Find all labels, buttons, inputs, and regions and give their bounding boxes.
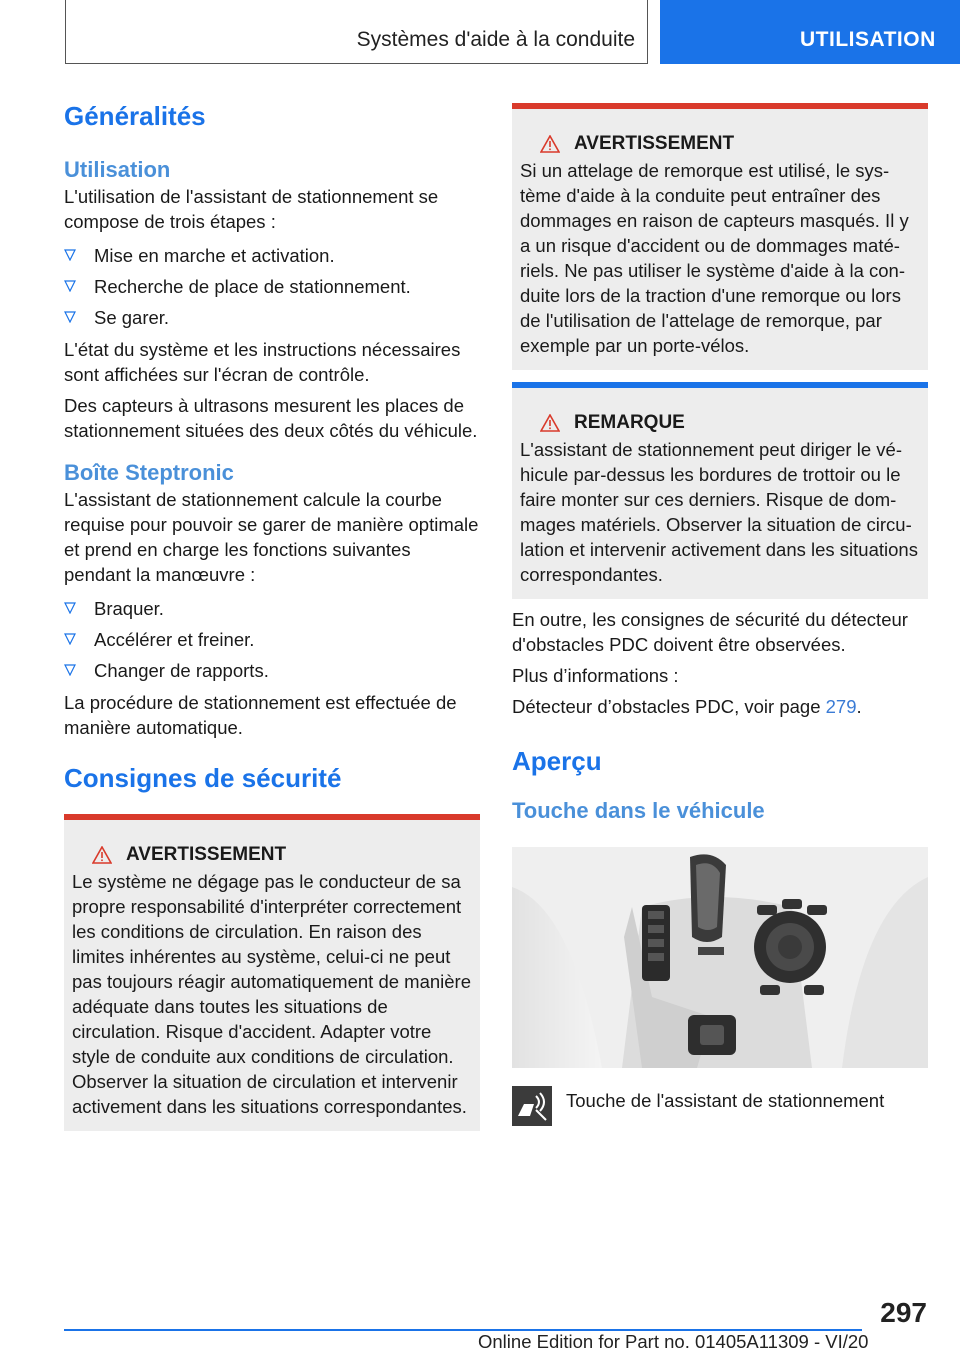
page-link[interactable]: 279 <box>825 696 857 717</box>
paragraph-utilisation: L'utilisation de l'assistant de stationnement se compose de trois étapes : <box>64 186 439 232</box>
warning-triangle-icon <box>540 414 560 432</box>
caption-text: Touche de l'assistant de stationnement <box>566 1090 885 1111</box>
note-title: REMARQUE <box>540 410 920 435</box>
warning-title: AVERTISSEMENT <box>92 842 472 867</box>
warning-text: Si un attelage de remorque est utilisé, le système d'aide à la conduite peut entraîner des dommages en raison de capteurs masqués. Il y a un risque d'accident ou de dommages matériels. Ne pas utiliser le système d'aide à la conduite lors de la traction d'une remorque ou lors de l'utilisation de l'attelage de remorque, par exemple par un porte-vélos. <box>520 160 909 356</box>
bullet-triangle-icon <box>64 311 76 323</box>
paragraph-procedure: La procédure de stationnement est effectuée de manière automatique. <box>64 692 457 738</box>
left-column <box>64 100 480 1131</box>
list-item: Changer de rapports. <box>64 655 480 686</box>
center-console-illustration <box>512 847 928 1068</box>
note-text: L'assistant de stationnement peut diriger le véhicule par-dessus les bordures de trottoir ou le faire monter sur ces derniers. Risque de dommages matériels. Observer la situation de circulation et intervenir activement dans les situations correspondantes. <box>520 439 918 585</box>
heading-steptronic: Boîte Steptronic <box>64 460 234 485</box>
warning-triangle-icon <box>92 846 112 864</box>
bullet-triangle-icon <box>64 280 76 292</box>
list-item: Recherche de place de stationnement. <box>64 271 480 302</box>
bullet-triangle-icon <box>64 664 76 676</box>
warning-triangle-icon <box>540 135 560 153</box>
heading-touche: Touche dans le véhicule <box>512 798 765 823</box>
header-section-tab <box>65 0 648 64</box>
paragraph-etat: L'état du système et les instructions nécessaires sont affichées sur l'écran de contrôle. <box>64 339 461 385</box>
paragraph-steptronic: L'assistant de stationnement calcule la courbe requise pour pouvoir se garer de manière optimale et prend en charge les fonctions suivantes pendant la manœuvre : <box>64 489 479 585</box>
paragraph-plus: Plus d’informations : <box>512 665 679 686</box>
header-chapter-title: UTILISATION <box>800 28 936 51</box>
bullet-triangle-icon <box>64 602 76 614</box>
functions-list <box>64 593 480 686</box>
paragraph-reference: Détecteur d’obstacles PDC, voir page 279. <box>512 696 862 717</box>
list-item: Braquer. <box>64 593 480 624</box>
list-item: Mise en marche et activation. <box>64 240 480 271</box>
header-section-title: Systèmes d'aide à la conduite <box>356 28 635 51</box>
steps-list <box>64 240 480 333</box>
heading-consignes: Consignes de sécurité <box>64 763 342 793</box>
heading-utilisation: Utilisation <box>64 157 171 182</box>
list-item: Se garer. <box>64 302 480 333</box>
right-column <box>512 103 928 1126</box>
heading-apercu: Aperçu <box>512 746 602 776</box>
page-number: 297 <box>880 1297 927 1328</box>
warning-text: Le système ne dégage pas le conducteur de sa propre responsabilité d'interpréter correctement les conditions de circulation. En raison des limites inhérentes au système, celui-ci ne peut pas toujours réagir automatiquement de manière adéquate dans toutes les situations de circulation. Risque d'accident. Adapter votre style de conduite aux conditions de circulation. Observer la situation de circulation et intervenir activement dans les situations correspondantes. <box>72 871 472 1117</box>
paragraph-capteurs: Des capteurs à ultrasons mesurent les places de stationnement situées des deux côtés du véhicule. <box>64 395 478 441</box>
warning-box <box>512 103 928 370</box>
header-chapter-tab <box>660 0 960 64</box>
warning-box <box>64 814 480 1131</box>
warning-title: AVERTISSEMENT <box>540 131 920 156</box>
parking-assistant-icon <box>512 1086 552 1126</box>
paragraph-pdc: En outre, les consignes de sécurité du détecteur d'obstacles PDC doivent être observées. <box>512 609 908 655</box>
bullet-triangle-icon <box>64 249 76 261</box>
caption-row <box>512 1086 928 1126</box>
edition-text: Online Edition for Part no. 01405A11309 - VI/20 <box>478 1331 869 1352</box>
heading-generalites: Généralités <box>64 101 206 131</box>
note-box <box>512 382 928 599</box>
list-item: Accélérer et freiner. <box>64 624 480 655</box>
bullet-triangle-icon <box>64 633 76 645</box>
console-photo <box>512 847 928 1068</box>
